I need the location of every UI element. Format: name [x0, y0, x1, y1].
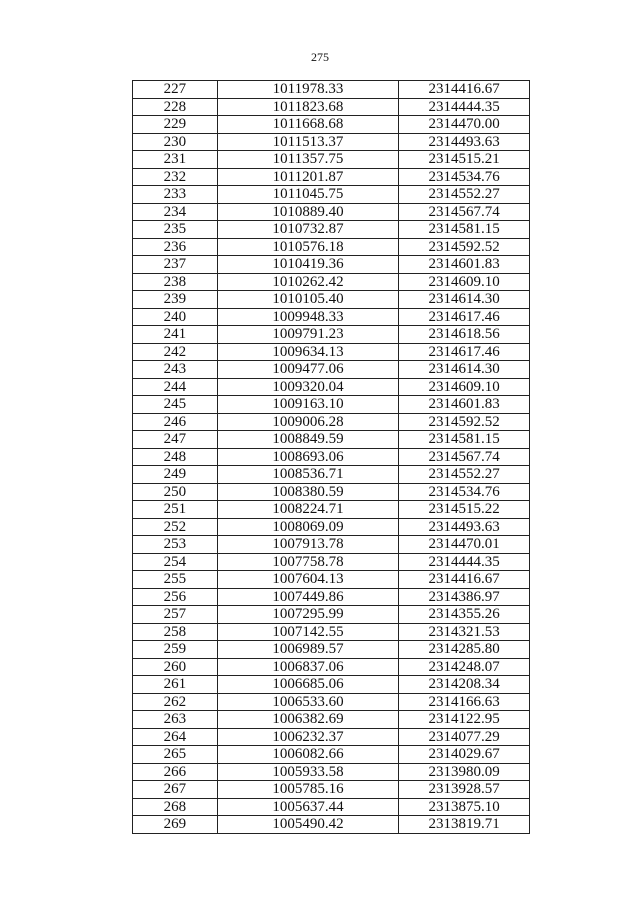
y-coordinate-cell: 2314617.46 [399, 308, 530, 326]
point-number-cell: 267 [133, 781, 218, 799]
x-coordinate-cell: 1006837.06 [217, 658, 399, 676]
table-row [133, 728, 530, 746]
point-number-cell: 257 [133, 606, 218, 624]
table-row [133, 326, 530, 344]
x-coordinate-cell: 1006533.60 [217, 693, 399, 711]
x-coordinate-cell: 1007604.13 [217, 571, 399, 589]
point-number-cell: 265 [133, 746, 218, 764]
point-number-cell: 269 [133, 816, 218, 834]
y-coordinate-cell: 2314614.30 [399, 291, 530, 309]
table-row [133, 203, 530, 221]
point-number-cell: 227 [133, 81, 218, 99]
x-coordinate-cell: 1011823.68 [217, 98, 399, 116]
point-number-cell: 266 [133, 763, 218, 781]
x-coordinate-cell: 1006082.66 [217, 746, 399, 764]
point-number-cell: 248 [133, 448, 218, 466]
table-row [133, 518, 530, 536]
table-row [133, 623, 530, 641]
point-number-cell: 229 [133, 116, 218, 134]
point-number-cell: 255 [133, 571, 218, 589]
x-coordinate-cell: 1011201.87 [217, 168, 399, 186]
point-number-cell: 264 [133, 728, 218, 746]
x-coordinate-cell: 1007449.86 [217, 588, 399, 606]
y-coordinate-cell: 2314581.15 [399, 221, 530, 239]
y-coordinate-cell: 2314470.01 [399, 536, 530, 554]
x-coordinate-cell: 1009006.28 [217, 413, 399, 431]
x-coordinate-cell: 1010419.36 [217, 256, 399, 274]
x-coordinate-cell: 1009320.04 [217, 378, 399, 396]
x-coordinate-cell: 1009477.06 [217, 361, 399, 379]
point-number-cell: 238 [133, 273, 218, 291]
point-number-cell: 246 [133, 413, 218, 431]
x-coordinate-cell: 1010732.87 [217, 221, 399, 239]
y-coordinate-cell: 2314515.22 [399, 501, 530, 519]
table-row [133, 448, 530, 466]
x-coordinate-cell: 1011668.68 [217, 116, 399, 134]
table-row [133, 763, 530, 781]
x-coordinate-cell: 1008224.71 [217, 501, 399, 519]
x-coordinate-cell: 1007295.99 [217, 606, 399, 624]
y-coordinate-cell: 2313980.09 [399, 763, 530, 781]
x-coordinate-cell: 1007142.55 [217, 623, 399, 641]
y-coordinate-cell: 2314493.63 [399, 518, 530, 536]
table-row [133, 746, 530, 764]
table-row [133, 641, 530, 659]
table-row [133, 361, 530, 379]
y-coordinate-cell: 2314077.29 [399, 728, 530, 746]
y-coordinate-cell: 2314515.21 [399, 151, 530, 169]
x-coordinate-cell: 1009634.13 [217, 343, 399, 361]
y-coordinate-cell: 2314534.76 [399, 483, 530, 501]
point-number-cell: 252 [133, 518, 218, 536]
x-coordinate-cell: 1005490.42 [217, 816, 399, 834]
y-coordinate-cell: 2314581.15 [399, 431, 530, 449]
point-number-cell: 237 [133, 256, 218, 274]
table-row [133, 186, 530, 204]
y-coordinate-cell: 2314552.27 [399, 186, 530, 204]
table-row [133, 168, 530, 186]
table-row [133, 133, 530, 151]
y-coordinate-cell: 2314618.56 [399, 326, 530, 344]
x-coordinate-cell: 1008536.71 [217, 466, 399, 484]
point-number-cell: 256 [133, 588, 218, 606]
x-coordinate-cell: 1008693.06 [217, 448, 399, 466]
y-coordinate-cell: 2314601.83 [399, 256, 530, 274]
table-row [133, 501, 530, 519]
table-row [133, 606, 530, 624]
y-coordinate-cell: 2314248.07 [399, 658, 530, 676]
point-number-cell: 232 [133, 168, 218, 186]
point-number-cell: 251 [133, 501, 218, 519]
table-row [133, 781, 530, 799]
table-row [133, 466, 530, 484]
x-coordinate-cell: 1011978.33 [217, 81, 399, 99]
y-coordinate-cell: 2314493.63 [399, 133, 530, 151]
point-number-cell: 242 [133, 343, 218, 361]
y-coordinate-cell: 2314208.34 [399, 676, 530, 694]
table-row [133, 221, 530, 239]
x-coordinate-cell: 1011513.37 [217, 133, 399, 151]
y-coordinate-cell: 2314617.46 [399, 343, 530, 361]
x-coordinate-cell: 1010889.40 [217, 203, 399, 221]
point-number-cell: 230 [133, 133, 218, 151]
point-number-cell: 263 [133, 711, 218, 729]
table-row [133, 588, 530, 606]
point-number-cell: 253 [133, 536, 218, 554]
x-coordinate-cell: 1005785.16 [217, 781, 399, 799]
x-coordinate-cell: 1006382.69 [217, 711, 399, 729]
point-number-cell: 241 [133, 326, 218, 344]
x-coordinate-cell: 1010105.40 [217, 291, 399, 309]
point-number-cell: 233 [133, 186, 218, 204]
table-row [133, 693, 530, 711]
table-row [133, 343, 530, 361]
y-coordinate-cell: 2314609.10 [399, 378, 530, 396]
table-row [133, 798, 530, 816]
y-coordinate-cell: 2314386.97 [399, 588, 530, 606]
table-row [133, 553, 530, 571]
point-number-cell: 239 [133, 291, 218, 309]
point-number-cell: 235 [133, 221, 218, 239]
table-row [133, 273, 530, 291]
point-number-cell: 261 [133, 676, 218, 694]
x-coordinate-cell: 1005637.44 [217, 798, 399, 816]
x-coordinate-cell: 1010576.18 [217, 238, 399, 256]
table-body [133, 81, 530, 834]
y-coordinate-cell: 2313928.57 [399, 781, 530, 799]
point-number-cell: 231 [133, 151, 218, 169]
point-number-cell: 250 [133, 483, 218, 501]
x-coordinate-cell: 1009163.10 [217, 396, 399, 414]
table-row [133, 256, 530, 274]
table-row [133, 291, 530, 309]
point-number-cell: 249 [133, 466, 218, 484]
y-coordinate-cell: 2314552.27 [399, 466, 530, 484]
point-number-cell: 262 [133, 693, 218, 711]
y-coordinate-cell: 2314567.74 [399, 448, 530, 466]
point-number-cell: 258 [133, 623, 218, 641]
x-coordinate-cell: 1006989.57 [217, 641, 399, 659]
x-coordinate-cell: 1008069.09 [217, 518, 399, 536]
table-row [133, 571, 530, 589]
point-number-cell: 268 [133, 798, 218, 816]
x-coordinate-cell: 1008849.59 [217, 431, 399, 449]
x-coordinate-cell: 1011045.75 [217, 186, 399, 204]
y-coordinate-cell: 2313819.71 [399, 816, 530, 834]
table-row [133, 81, 530, 99]
table-row [133, 536, 530, 554]
point-number-cell: 236 [133, 238, 218, 256]
point-number-cell: 260 [133, 658, 218, 676]
coordinates-table-container [132, 80, 530, 834]
y-coordinate-cell: 2314567.74 [399, 203, 530, 221]
point-number-cell: 234 [133, 203, 218, 221]
y-coordinate-cell: 2313875.10 [399, 798, 530, 816]
point-number-cell: 245 [133, 396, 218, 414]
table-row [133, 711, 530, 729]
x-coordinate-cell: 1011357.75 [217, 151, 399, 169]
table-row [133, 116, 530, 134]
y-coordinate-cell: 2314355.26 [399, 606, 530, 624]
point-number-cell: 254 [133, 553, 218, 571]
table-row [133, 676, 530, 694]
y-coordinate-cell: 2314122.95 [399, 711, 530, 729]
table-row [133, 238, 530, 256]
point-number-cell: 228 [133, 98, 218, 116]
y-coordinate-cell: 2314166.63 [399, 693, 530, 711]
x-coordinate-cell: 1009791.23 [217, 326, 399, 344]
point-number-cell: 243 [133, 361, 218, 379]
y-coordinate-cell: 2314609.10 [399, 273, 530, 291]
coordinates-table [132, 80, 530, 834]
y-coordinate-cell: 2314416.67 [399, 81, 530, 99]
y-coordinate-cell: 2314592.52 [399, 413, 530, 431]
x-coordinate-cell: 1005933.58 [217, 763, 399, 781]
y-coordinate-cell: 2314321.53 [399, 623, 530, 641]
y-coordinate-cell: 2314470.00 [399, 116, 530, 134]
y-coordinate-cell: 2314592.52 [399, 238, 530, 256]
table-row [133, 308, 530, 326]
table-row [133, 413, 530, 431]
x-coordinate-cell: 1007758.78 [217, 553, 399, 571]
point-number-cell: 247 [133, 431, 218, 449]
y-coordinate-cell: 2314534.76 [399, 168, 530, 186]
table-row [133, 816, 530, 834]
x-coordinate-cell: 1006685.06 [217, 676, 399, 694]
y-coordinate-cell: 2314614.30 [399, 361, 530, 379]
table-row [133, 431, 530, 449]
y-coordinate-cell: 2314601.83 [399, 396, 530, 414]
table-row [133, 658, 530, 676]
point-number-cell: 244 [133, 378, 218, 396]
page-number: 275 [311, 50, 329, 64]
table-row [133, 151, 530, 169]
table-row [133, 98, 530, 116]
y-coordinate-cell: 2314444.35 [399, 98, 530, 116]
y-coordinate-cell: 2314285.80 [399, 641, 530, 659]
y-coordinate-cell: 2314416.67 [399, 571, 530, 589]
table-row [133, 483, 530, 501]
point-number-cell: 240 [133, 308, 218, 326]
x-coordinate-cell: 1008380.59 [217, 483, 399, 501]
table-row [133, 396, 530, 414]
point-number-cell: 259 [133, 641, 218, 659]
y-coordinate-cell: 2314444.35 [399, 553, 530, 571]
y-coordinate-cell: 2314029.67 [399, 746, 530, 764]
x-coordinate-cell: 1006232.37 [217, 728, 399, 746]
x-coordinate-cell: 1007913.78 [217, 536, 399, 554]
table-row [133, 378, 530, 396]
x-coordinate-cell: 1010262.42 [217, 273, 399, 291]
x-coordinate-cell: 1009948.33 [217, 308, 399, 326]
